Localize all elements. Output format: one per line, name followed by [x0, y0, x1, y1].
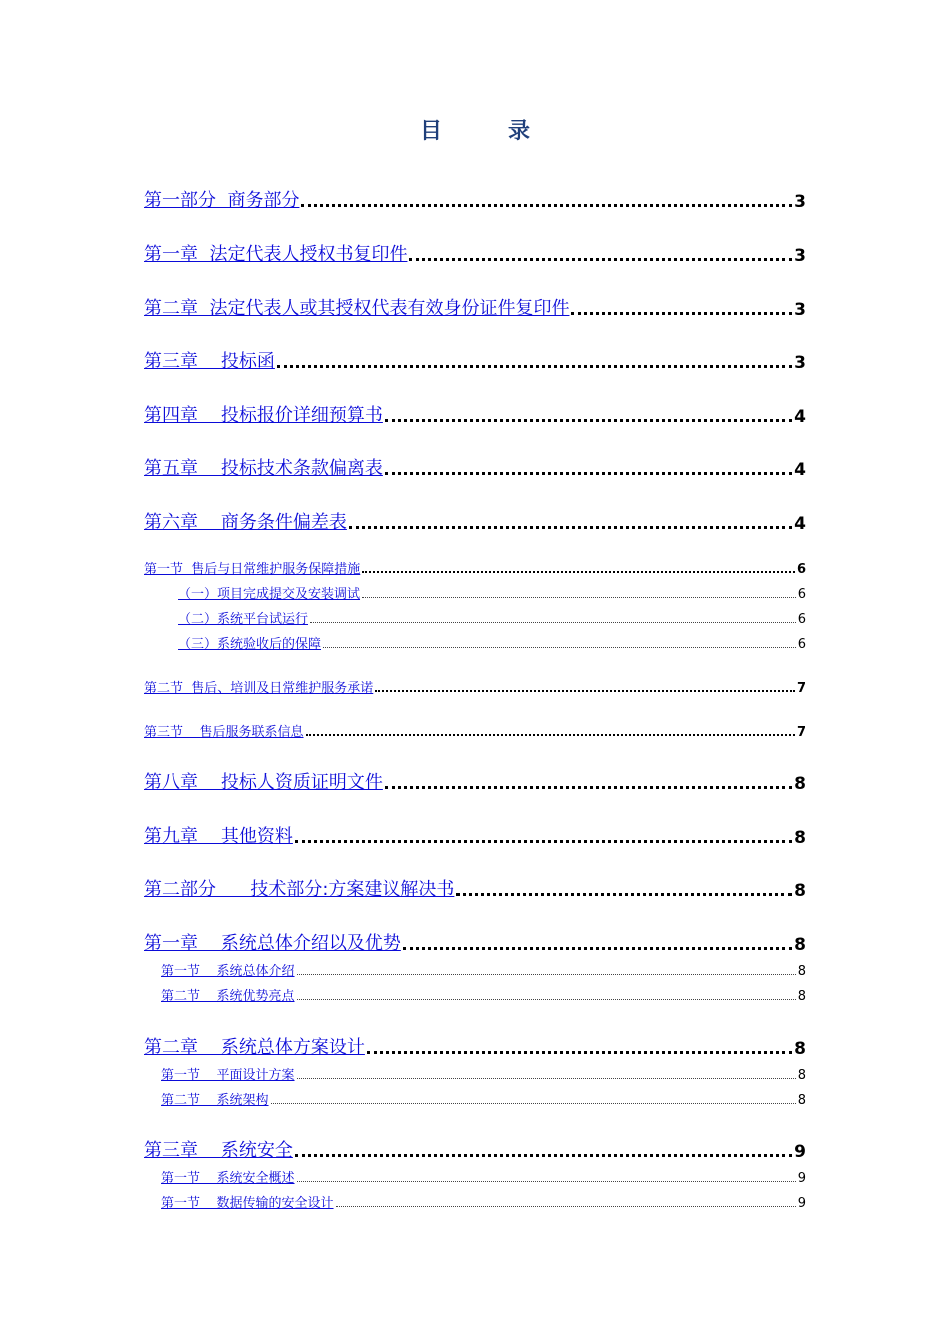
toc-entry[interactable] [144, 508, 806, 534]
toc-title-char-2: 录 [508, 119, 531, 144]
toc-entry[interactable] [144, 929, 806, 955]
toc-page-number: 8 [794, 1039, 806, 1059]
toc-entry-link[interactable]: 第九章 其他资料 [144, 826, 293, 847]
toc-page-number: 7 [796, 725, 806, 740]
toc-entry-link[interactable]: 第二部分 技术部分:方案建议解决书 [144, 879, 455, 900]
toc-entry-link[interactable]: （一）项目完成提交及安装调试 [178, 587, 361, 602]
toc-page-number: 4 [794, 514, 806, 534]
toc-page-number: 8 [794, 828, 806, 848]
toc-entry[interactable] [144, 454, 806, 480]
dot-leader [385, 786, 792, 789]
toc-page-number: 8 [794, 935, 806, 955]
toc-entry-link[interactable]: （三）系统验收后的保障 [178, 637, 322, 652]
toc-entry-link[interactable]: 第三节 售后服务联系信息 [144, 725, 304, 740]
toc-entry[interactable] [144, 1136, 806, 1162]
toc-page-number: 3 [794, 300, 806, 320]
dot-leader [295, 840, 792, 843]
dot-leader [385, 419, 792, 422]
toc-entry[interactable] [144, 1033, 806, 1059]
toc-entry-link[interactable]: （二）系统平台试运行 [178, 612, 309, 627]
toc-entry[interactable] [144, 347, 806, 373]
dot-leader [367, 1051, 792, 1054]
toc-entry[interactable] [144, 186, 806, 212]
dot-leader [297, 999, 796, 1000]
toc-entry[interactable] [144, 875, 806, 901]
dot-leader [349, 526, 792, 529]
dot-leader [385, 472, 792, 475]
toc-page-number: 8 [794, 881, 806, 901]
toc-page-number: 8 [794, 774, 806, 794]
toc-entry[interactable] [178, 633, 806, 652]
toc-entry-link[interactable]: 第四章 投标报价详细预算书 [144, 405, 383, 426]
toc-page-number: 3 [794, 353, 806, 373]
toc-entry[interactable] [178, 583, 806, 602]
toc-entry-link[interactable]: 第二章 系统总体方案设计 [144, 1037, 365, 1058]
toc-page-number: 8 [797, 1068, 806, 1083]
toc-entry-link[interactable]: 第一节 平面设计方案 [161, 1068, 295, 1083]
toc-entry[interactable] [144, 558, 806, 577]
toc-entry[interactable] [144, 677, 806, 696]
dot-leader [271, 1103, 796, 1104]
toc-entry-link[interactable]: 第二章 法定代表人或其授权代表有效身份证件复印件 [144, 298, 570, 319]
dot-leader [297, 1181, 796, 1182]
toc-entry[interactable] [144, 721, 806, 740]
toc-entry-link[interactable]: 第二节 系统优势亮点 [161, 989, 295, 1004]
dot-leader [306, 734, 795, 736]
toc-title [0, 114, 950, 145]
toc-entry[interactable] [161, 960, 806, 979]
toc-entry-link[interactable]: 第三章 投标函 [144, 351, 275, 372]
toc-entry-link[interactable]: 第六章 商务条件偏差表 [144, 512, 347, 533]
dot-leader [375, 690, 795, 692]
toc-entry[interactable] [178, 608, 806, 627]
toc-entry-link[interactable]: 第五章 投标技术条款偏离表 [144, 458, 383, 479]
toc-entry[interactable] [144, 401, 806, 427]
toc-entry-link[interactable]: 第一部分 商务部分 [144, 190, 300, 211]
toc-entry[interactable] [161, 985, 806, 1004]
toc-entry-link[interactable]: 第一节 系统安全概述 [161, 1171, 295, 1186]
toc-entry-link[interactable]: 第三章 系统安全 [144, 1140, 293, 1161]
toc-page-number: 8 [797, 989, 806, 1004]
dot-leader [301, 204, 792, 207]
toc-title-char-1: 目 [419, 119, 442, 144]
toc-entry[interactable] [144, 240, 806, 266]
dot-leader [571, 312, 792, 315]
toc-entry-link[interactable]: 第一节 售后与日常维护服务保障措施 [144, 562, 361, 577]
toc-page-number: 6 [797, 637, 806, 652]
toc-entry-link[interactable]: 第二节 售后、培训及日常维护服务承诺 [144, 681, 374, 696]
dot-leader [362, 571, 795, 573]
toc-entry-link[interactable]: 第一章 法定代表人授权书复印件 [144, 244, 408, 265]
toc-entry-link[interactable]: 第一节 系统总体介绍 [161, 964, 295, 979]
toc-page-number: 3 [794, 192, 806, 212]
toc-page-number: 9 [797, 1196, 806, 1211]
dot-leader [310, 622, 796, 623]
dot-leader [297, 974, 796, 975]
toc-entry-link[interactable]: 第一章 系统总体介绍以及优势 [144, 933, 401, 954]
toc-entry[interactable] [144, 294, 806, 320]
toc-entry-link[interactable]: 第八章 投标人资质证明文件 [144, 772, 383, 793]
toc-page-number: 9 [794, 1142, 806, 1162]
dot-leader [297, 1078, 796, 1079]
toc-page-number: 9 [797, 1171, 806, 1186]
dot-leader [277, 365, 792, 368]
toc-page-number: 4 [794, 407, 806, 427]
toc-entry[interactable] [161, 1064, 806, 1083]
toc-entry-link[interactable]: 第二节 系统架构 [161, 1093, 269, 1108]
toc-page-number: 6 [797, 612, 806, 627]
toc-page-number: 3 [794, 246, 806, 266]
dot-leader [323, 647, 796, 648]
toc-page-number: 4 [794, 460, 806, 480]
toc-page-number: 6 [797, 587, 806, 602]
toc-entry[interactable] [161, 1167, 806, 1186]
toc-entry[interactable] [161, 1192, 806, 1211]
dot-leader [456, 893, 792, 896]
toc-page-number: 7 [796, 681, 806, 696]
toc-entry-link[interactable]: 第一节 数据传输的安全设计 [161, 1196, 334, 1211]
dot-leader [295, 1154, 792, 1157]
toc-page-number: 6 [796, 562, 806, 577]
toc-entry[interactable] [144, 768, 806, 794]
dot-leader [403, 947, 792, 950]
dot-leader [336, 1206, 796, 1207]
toc-page-number: 8 [797, 964, 806, 979]
toc-page-number: 8 [797, 1093, 806, 1108]
toc-entry[interactable] [161, 1089, 806, 1108]
dot-leader [362, 597, 796, 598]
dot-leader [409, 258, 792, 261]
toc-entry[interactable] [144, 822, 806, 848]
